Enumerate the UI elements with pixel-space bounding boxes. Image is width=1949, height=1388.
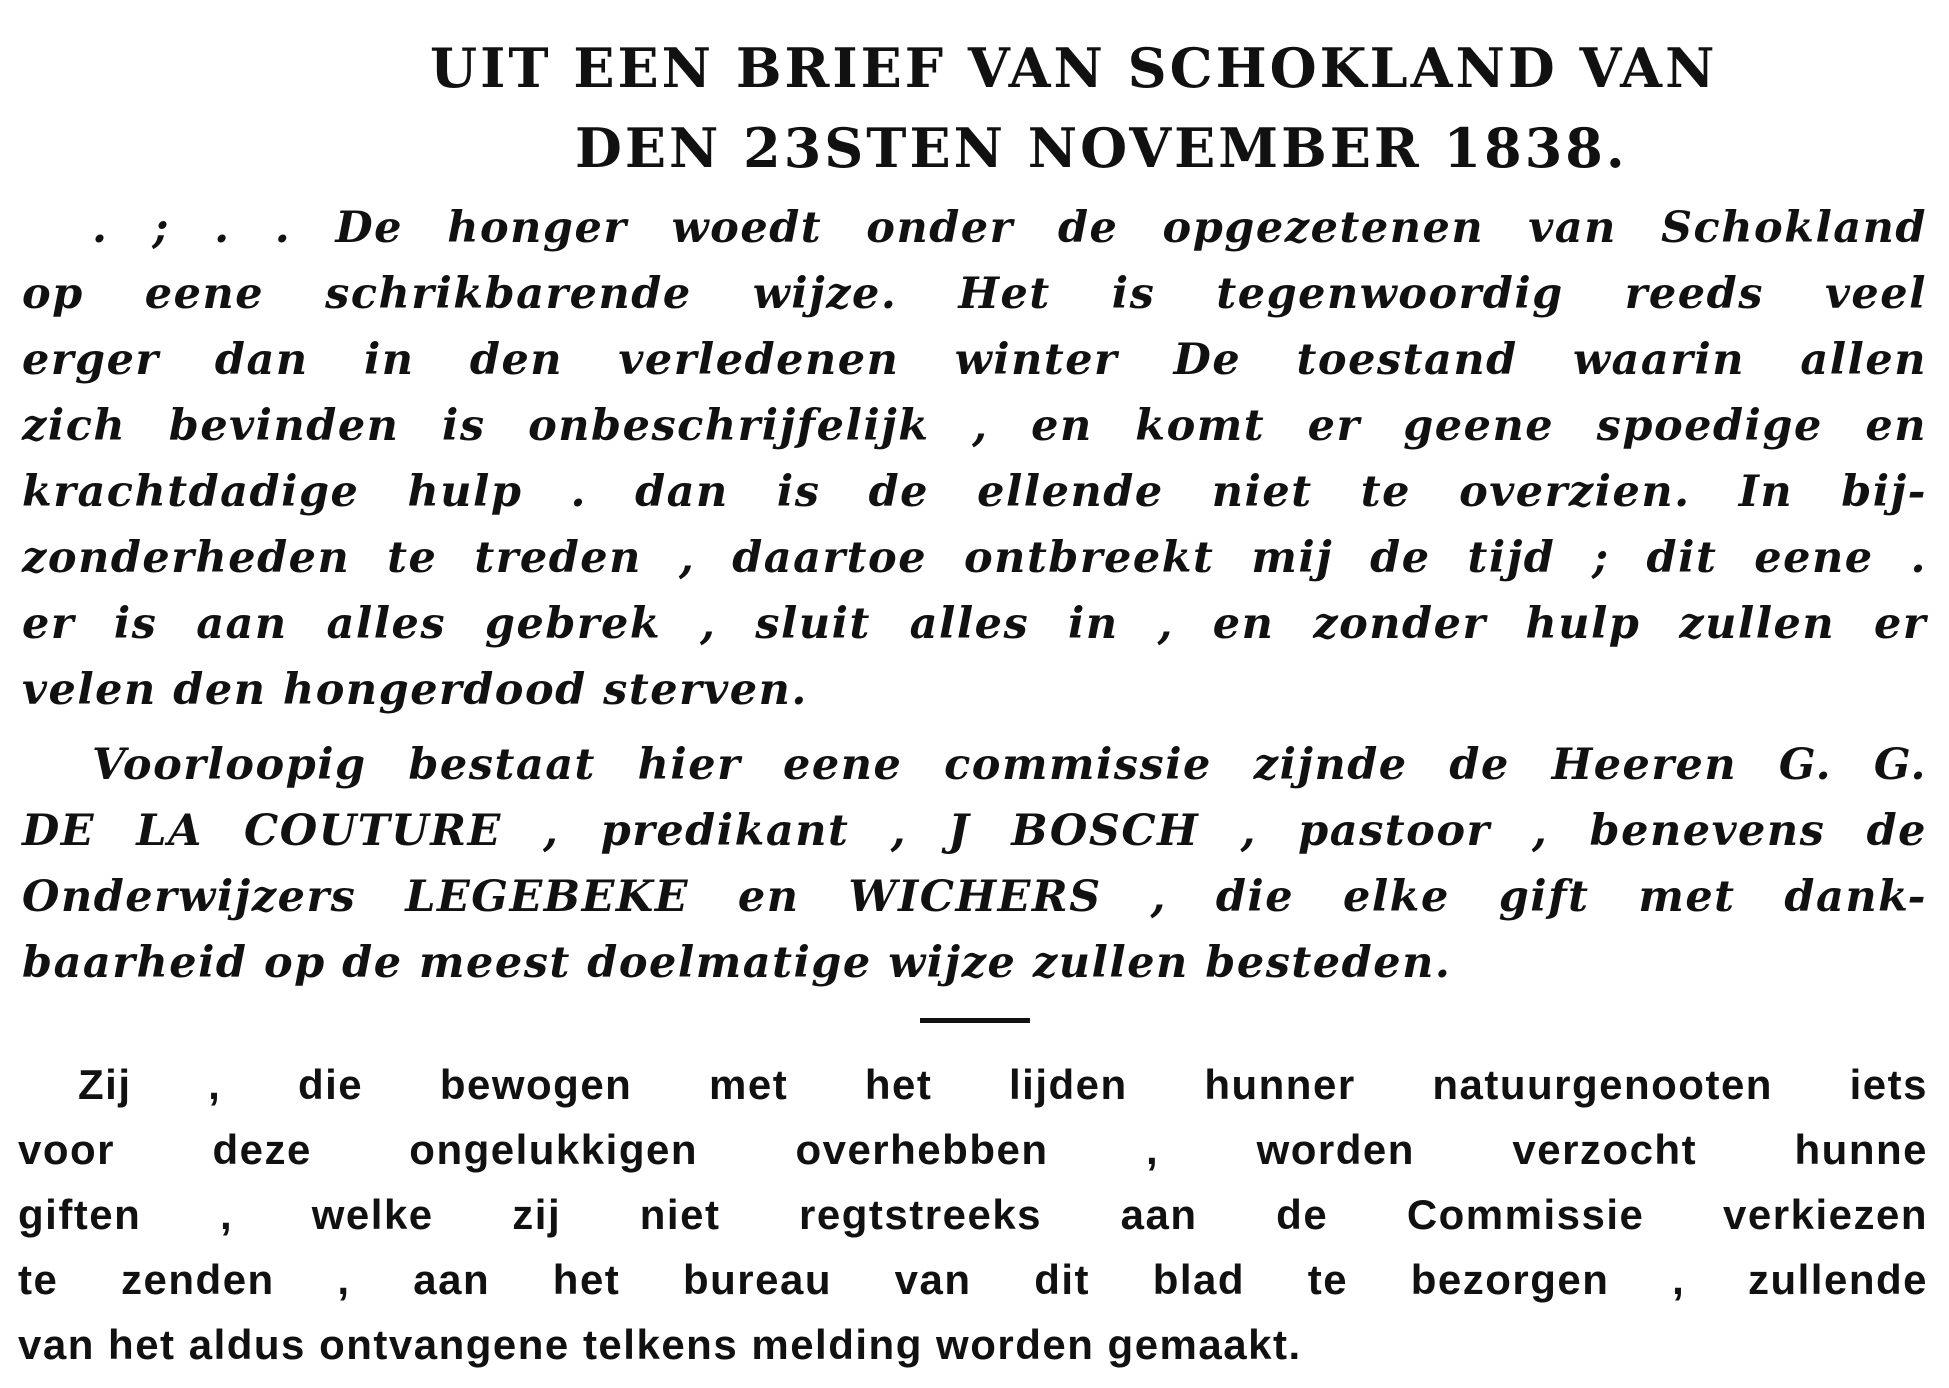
heading-line-1: UIT EEN BRIEF VAN SCHOKLAND VAN <box>430 36 1718 100</box>
appeal-paragraph <box>18 1052 1928 1377</box>
text-line: Onderwijzers LEGEBEKE en WICHERS , die elke gift met dank- <box>22 872 1927 922</box>
text-line: giften , welke zij niet regtstreeks aan de Commissie verkiezen <box>18 1191 1928 1238</box>
text-line: erger dan in den verledenen winter De toestand waarin allen <box>22 335 1927 385</box>
text-line: er is aan alles gebrek , sluit alles in , en zonder hulp zullen er <box>22 599 1927 649</box>
text-line: DE LA COUTURE , predikant , J BOSCH , pastoor , benevens de <box>22 806 1927 856</box>
letter-paragraph-2 <box>22 732 1927 996</box>
text-line: van het aldus ontvangene telkens melding worden gemaakt. <box>18 1321 1302 1368</box>
text-line: zich bevinden is onbeschrijfelijk , en komt er geene spoedige en <box>22 401 1927 451</box>
heading-line-2: DEN 23STEN NOVEMBER 1838. <box>575 116 1628 180</box>
text-line: krachtdadige hulp . dan is de ellende niet te overzien. In bij- <box>22 467 1927 517</box>
separator-rule <box>920 1018 1030 1023</box>
text-line: zonderheden te treden , daartoe ontbreekt mij de tijd ; dit eene . <box>22 533 1927 583</box>
text-line: te zenden , aan het bureau van dit blad te bezorgen , zullende <box>18 1256 1928 1303</box>
text-line: Zij , die bewogen met het lijden hunner natuurgenooten iets <box>78 1061 1928 1108</box>
letter-paragraph-1 <box>22 195 1927 723</box>
text-line: op eene schrikbarende wijze. Het is tegenwoordig reeds veel <box>22 269 1927 319</box>
text-line: Voorloopig bestaat hier eene commissie zijnde de Heeren G. G. <box>92 740 1927 790</box>
text-line: voor deze ongelukkigen overhebben , worden verzocht hunne <box>18 1126 1928 1173</box>
text-line: . ; . . De honger woedt onder de opgezetenen van Schokland <box>92 203 1927 253</box>
article-heading <box>430 28 1930 188</box>
text-line: velen den hongerdood sterven. <box>22 665 808 715</box>
text-line: baarheid op de meest doelmatige wijze zullen besteden. <box>22 938 1452 988</box>
